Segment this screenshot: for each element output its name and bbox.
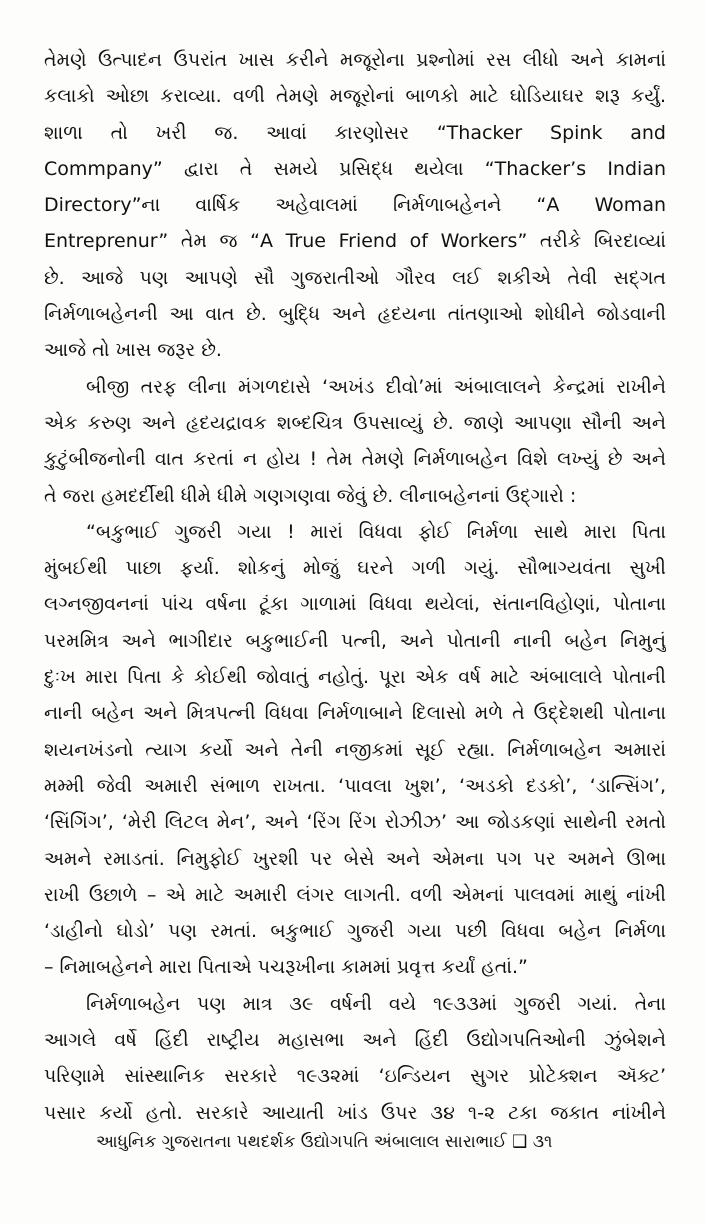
text-line: કુટુંબીજનોની વાત કરતાં ન હોય ! તેમ તેમણે નિર્મળાબહેન વિશે લખ્યું છે અને	[44, 448, 666, 471]
text-line: અમને રમાડતાં. નિમુફોઈ ખુરશી પર બેસે અને એમના પગ પર અમને ઊભા	[44, 847, 666, 870]
text-line: તે જરા હમદર્દીથી ધીમે ધીમે ગણગણવા જેવું છે. લીનાબહેનનાં ઉદ્ગારો :	[44, 484, 577, 507]
page-body	[44, 42, 666, 1131]
text-line: બીજી તરફ લીના મંગળદાસે ‘અખંડ દીવો’માં અંબાલાલને કેન્દ્રમાં રાખીને	[86, 375, 666, 398]
text-line: શાળા તો ખરી જ. આવાં કારણોસર “Thacker Spink and	[44, 121, 666, 144]
text-line: પરમમિત્ર અને ભાગીદાર બકુભાઈની પત્ની, અને પોતાની નાની બહેન નિમુનું	[44, 629, 666, 652]
text-line: લગ્નજીવનનાં પાંચ વર્ષના ટૂંકા ગાળામાં વિધવા થયેલાં, સંતાનવિહોણાં, પોતાના	[44, 593, 666, 616]
text-line: ‘સિંગિંગ’, ‘મેરી લિટલ મેન’, અને ‘રિંગ રિંગ રોઝીઝ’ આ જોડકણાં સાથેની રમતો	[44, 811, 666, 834]
text-line: આજે તો ખાસ જરૂર છે.	[44, 339, 222, 362]
text-line: રાખી ઉછાળે – એ માટે અમારી લંગર લાગતી. વળી એમનાં પાલવમાં માથું નાંખી	[44, 883, 666, 906]
text-line: નિર્મળાબહેનની આ વાત છે. બુદ્ધિ અને હૃદયના તાંતણાઓ શોધીને જોડવાની	[44, 303, 666, 326]
text-line: પરિણામે સાંસ્થાનિક સરકારે ૧૯૩૨માં ‘ઇન્ડિયન સુગર પ્રોટેક્શન ઍક્ટ’	[44, 1065, 666, 1088]
paragraph-3-quote	[44, 514, 666, 986]
text-line: મુંબઈથી પાછા ફર્યા. શોકનું મોજું ઘરને ગળી ગયું. સૌભાગ્યવંતા સુખી	[44, 557, 666, 580]
text-line: – નિમાબહેનને મારા પિતાએ પચરૂખીના કામમાં પ્રવૃત્ત કર્યાં હતાં.”	[44, 956, 528, 979]
text-line: છે. આજે પણ આપણે સૌ ગુજરાતીઓ ગૌરવ લઈ શકીએ તેવી સદ્ગત	[44, 266, 666, 289]
text-line: મમ્મી જેવી અમારી સંભાળ રાખતા. ‘પાવલા ખુશ’, ‘અડકો દડકો’, ‘ડાન્સિંગ’,	[44, 774, 666, 797]
text-line: “બકુભાઈ ગુજરી ગયા ! મારાં વિધવા ફોઈ નિર્મળા સાથે મારા પિતા	[86, 520, 666, 543]
text-line: નિર્મળાબહેન પણ માત્ર ૩૯ વર્ષની વયે ૧૯૩૩માં ગુજરી ગયાં. તેના	[86, 992, 666, 1015]
text-line: આગલે વર્ષે હિંદી રાષ્ટ્રીય મહાસભા અને હિંદી ઉદ્યોગપતિઓની ઝુંબેશને	[44, 1029, 666, 1052]
paragraph-1	[44, 42, 666, 369]
text-line: દુઃખ મારા પિતા કે કોઈથી જોવાતું નહોતું. પૂરા એક વર્ષ માટે અંબાલાલે પોતાની	[44, 666, 666, 689]
text-line: શયનખંડનો ત્યાગ કર્યો અને તેની નજીકમાં સૂઈ રહ્યા. નિર્મળાબહેન અમારાં	[44, 738, 666, 761]
text-line: એક કરુણ અને હૃદયદ્રાવક શબ્દચિત્ર ઉપસાવ્યું છે. જાણે આપણા સૌની અને	[44, 411, 666, 434]
text-line: તેમણે ઉત્પાદન ઉપરાંત ખાસ કરીને મજૂરોના પ્રશ્નોમાં રસ લીધો અને કામનાં	[44, 49, 666, 71]
running-footer: આધુનિક ગુજરાતના પથદર્શક ઉદ્યોગપતિ અંબાલાલ સારાભાઈ ❑ ૩૧	[96, 1132, 553, 1152]
text-line: પસાર કર્યો હતો. સરકારે આયાતી ખાંડ ઉપર ૩૪ ૧-૨ ટકા જકાત નાંખીને	[44, 1101, 666, 1124]
paragraph-4	[44, 986, 666, 1131]
text-line: ‘ડાહીનો ઘોડો’ પણ રમતાં. બકુભાઈ ગુજરી ગયા પછી વિધવા બહેન નિર્મળા	[44, 920, 666, 943]
text-line: Directory”ના વાર્ષિક અહેવાલમાં નિર્મળાબહેનને “A Woman	[44, 194, 666, 217]
text-line: કલાકો ઓછા કરાવ્યા. વળી તેમણે મજૂરોનાં બાળકો માટે ઘોડિયાઘર શરૂ કર્યું.	[44, 85, 666, 108]
text-line: Entreprenur” તેમ જ “A True Friend of Workers” તરીકે બિરદાવ્યાં	[44, 230, 666, 253]
paragraph-2	[44, 369, 666, 514]
text-line: Commpany” દ્વારા તે સમયે પ્રસિદ્ધ થયેલા “Thacker’s Indian	[44, 157, 666, 180]
text-line: નાની બહેન અને મિત્રપત્ની વિધવા નિર્મળાબાને દિલાસો મળે તે ઉદ્દેશથી પોતાના	[44, 702, 666, 725]
